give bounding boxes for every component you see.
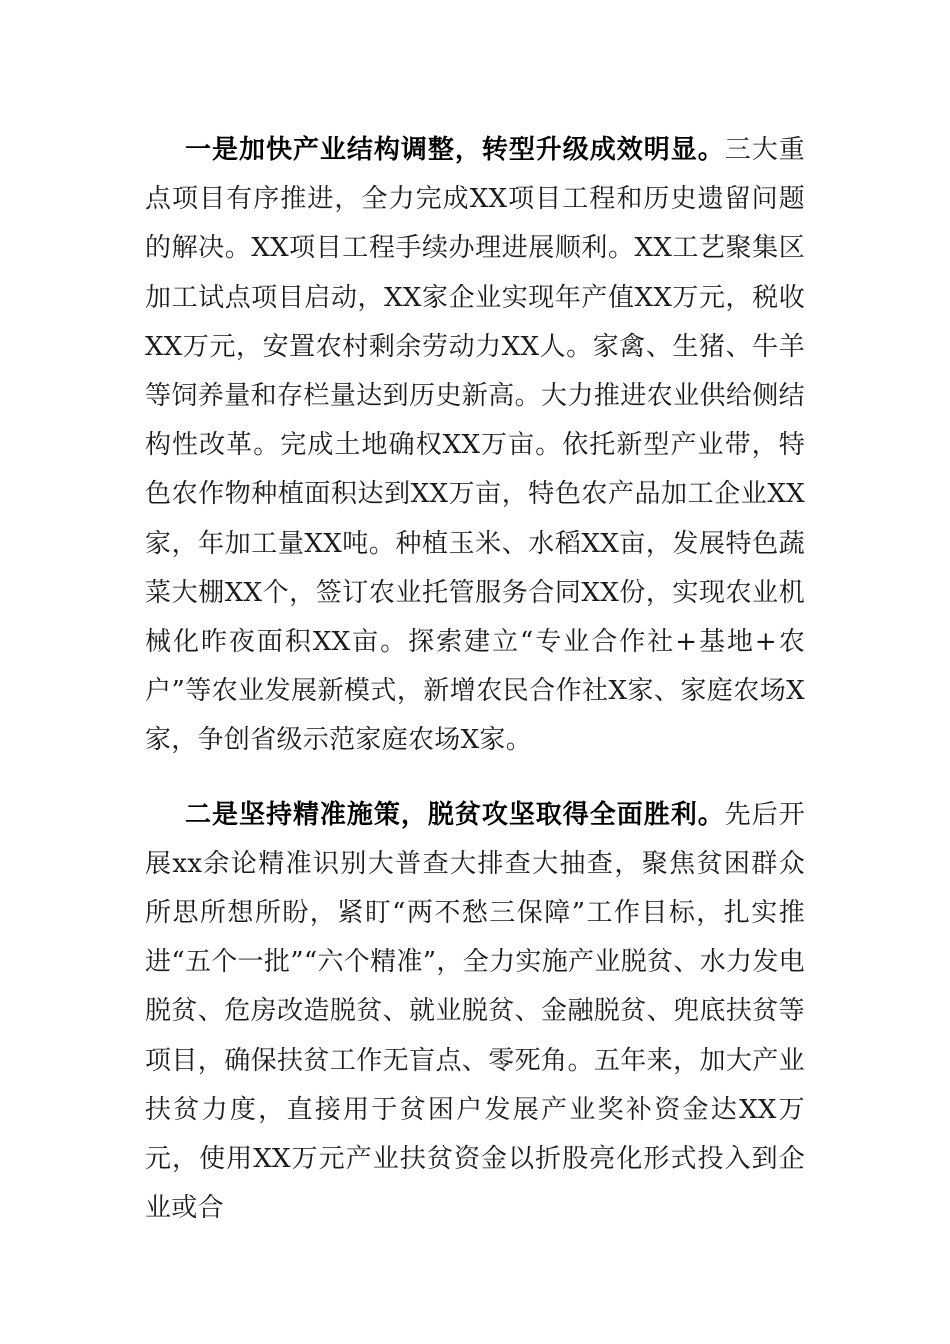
paragraph-poverty-alleviation bbox=[145, 791, 805, 1234]
paragraph-lead-heading: 一是加快产业结构调整，转型升级成效明显。 bbox=[185, 135, 725, 165]
paragraph-lead-heading: 二是坚持精准施策，脱贫攻坚取得全面胜利。 bbox=[185, 799, 725, 830]
paragraph-body-text: 先后开展xx余论精准识别大普查大排查大抽查，聚焦贫困群众所思所想所盼，紧盯“两不愁三保障”工作目标，扎实推进“五个一批”“六个精准”，全力实施产业脱贫、水力发电脱贫、危房改造脱贫、就业脱贫、金融脱贫、兜底扶贫等项目，确保扶贫工作无盲点、零死角。五年来，加大产业扶贫力度，直接用于贫困户发展产业奖补资金达XX万元，使用XX万元产业扶贫资金以折股亮化形式投入到企业或合 bbox=[145, 799, 805, 1224]
document-body bbox=[145, 126, 805, 1233]
paragraph-industry-restructuring bbox=[145, 126, 805, 766]
paragraph-body-text: 三大重点项目有序推进，全力完成XX项目工程和历史遗留问题的解决。XX项目工程手续办理进展顺利。XX工艺聚集区加工试点项目启动，XX家企业实现年产值XX万元，税收XX万元，安置农村剩余劳动力XX人。家禽、生猪、牛羊等饲养量和存栏量达到历史新高。大力推进农业供给侧结构性改革。完成土地确权XX万亩。依托新型产业带，特色农作物种植面积达到XX万亩，特色农产品加工企业XX家，年加工量XX吨。种植玉米、水稻XX亩，发展特色蔬菜大棚XX个，签订农业托管服务合同XX份，实现农业机械化昨夜面积XX亩。探索建立“专业合作社+基地+农户”等农业发展新模式，新增农民合作社X家、家庭农场X家，争创省级示范家庭农场X家。 bbox=[145, 135, 805, 756]
